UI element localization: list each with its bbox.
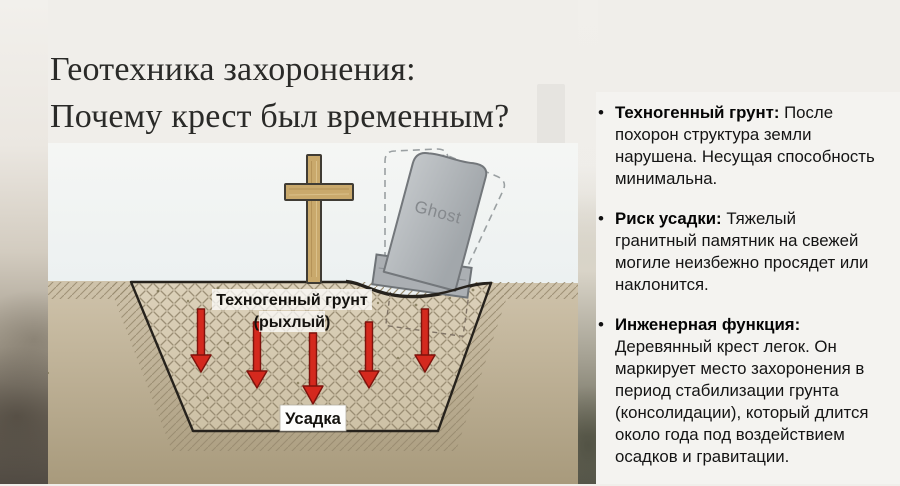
key-points-panel (596, 92, 900, 484)
soil-type-label-line1: Техногенный грунт (216, 292, 368, 309)
bullet-item-engineering-function (598, 314, 894, 468)
bullet-text (615, 208, 877, 296)
slide-title (50, 46, 590, 140)
bullet-dot: • (598, 315, 604, 334)
soil-type-label-line2: (рыхлый) (253, 314, 331, 331)
settlement-label-text: Усадка (285, 410, 341, 428)
bullet-body: Деревянный крест легок. Он маркирует место захоронения в период стабилизации грунта (консолидации), который длится около года под воздействием осадков и гравитации. (615, 337, 869, 466)
bullet-label: Инженерная функция: (615, 315, 801, 334)
bullet-text (615, 102, 877, 190)
slide-title-line1: Геотехника захоронения: (50, 51, 416, 88)
bullet-dot: • (598, 103, 604, 122)
slide-title-line2: Почему крест был временным? (50, 98, 510, 135)
bullet-label: Риск усадки: (615, 209, 722, 228)
bullet-item-technogenic-soil (598, 102, 894, 190)
grave-geotechnics-diagram (48, 143, 578, 484)
bullet-body: Тяжелый гранитный памятник на свежей могиле неизбежно просядет или наклонится. (615, 209, 869, 294)
video-artifact-rect (537, 84, 565, 148)
bullet-label: Техногенный грунт: (615, 103, 780, 122)
bullet-body: После похорон структура земли нарушена. Несущая способность минимальна. (615, 103, 875, 188)
bullet-dot: • (598, 209, 604, 228)
tombstone-label: Ghost (412, 196, 464, 228)
bullet-text (615, 314, 877, 468)
key-points-list (598, 102, 894, 486)
settlement-label (280, 405, 346, 431)
video-background-left-strip (0, 0, 48, 484)
video-background-gap-strip (578, 0, 598, 484)
bullet-item-settlement-risk (598, 208, 894, 296)
